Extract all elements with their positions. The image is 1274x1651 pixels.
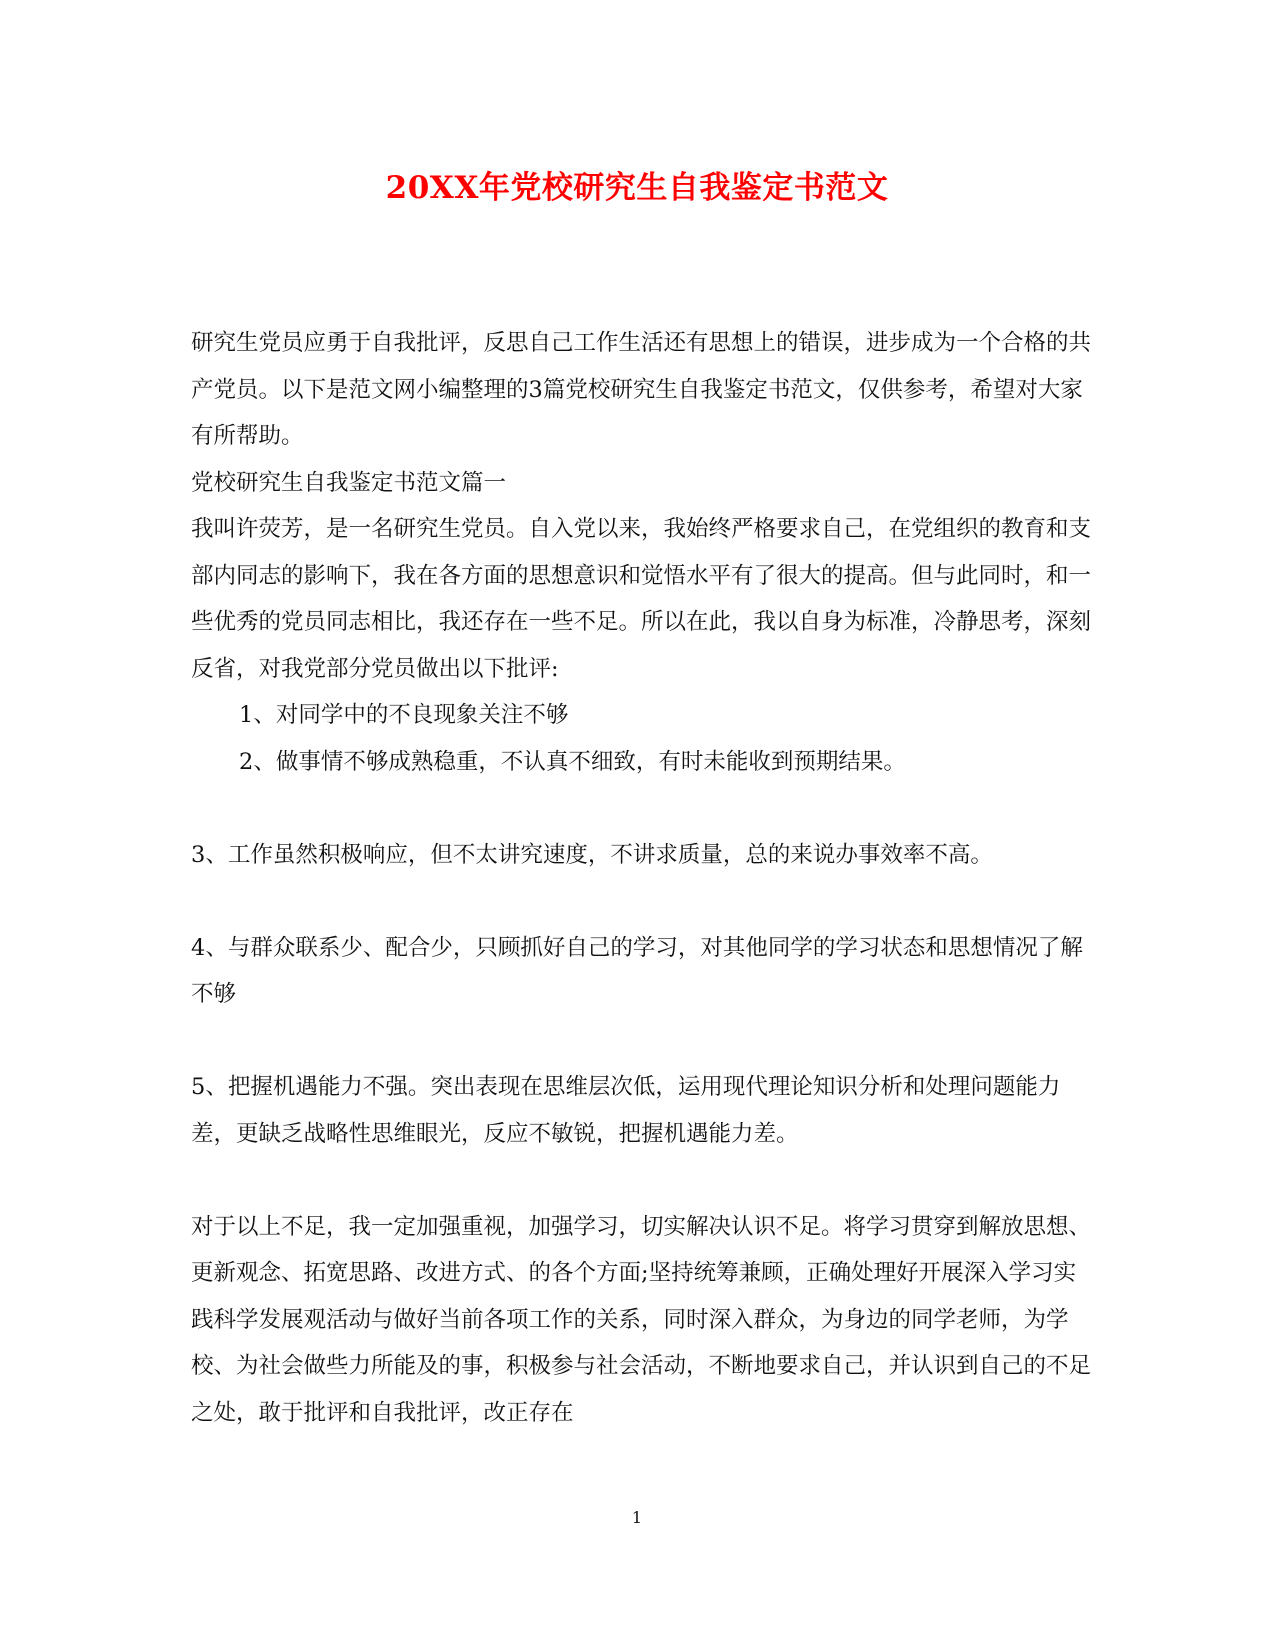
section-heading: 党校研究生自我鉴定书范文篇一 [191, 469, 507, 496]
conclusion-paragraph: 对于以上不足，我一定加强重视，加强学习，切实解决认识不足。将学习贯穿到解放思想、更新观念、拓宽思路、改进方式、的各个方面;坚持统筹兼顾，正确处理好开展深入学习实践科学发展观活动与做好当前各项工作的关系，同时深入群众，为身边的同学老师，为学校、为社会做些力所能及的事，积极参与社会活动，不断地要求自己，并认识到自己的不足之处，敢于批评和自我批评，改正存在 [191, 1213, 1092, 1426]
list-item-2: 2、做事情不够成熟稳重，不认真不细致，有时未能收到预期结果。 [239, 748, 906, 775]
list-item-1: 1、对同学中的不良现象关注不够 [239, 702, 569, 728]
page-number: 1 [631, 1508, 643, 1527]
list-item-4: 4、与群众联系少、配合少，只顾抓好自己的学习，对其他同学的学习状态和思想情况了解不够 [191, 934, 1083, 1007]
document-title: 20XX年党校研究生自我鉴定书范文 [385, 170, 889, 206]
intro-paragraph: 研究生党员应勇于自我批评，反思自己工作生活还有思想上的错误，进步成为一个合格的共产党员。以下是范文网小编整理的3篇党校研究生自我鉴定书范文，仅供参考，希望对大家有所帮助。 [191, 330, 1092, 449]
list-item-5: 5、把握机遇能力不强。突出表现在思维层次低，运用现代理论知识分析和处理问题能力差，更缺乏战略性思维眼光，反应不敏锐，把握机遇能力差。 [191, 1074, 1061, 1147]
list-item-3: 3、工作虽然积极响应，但不太讲究速度，不讲求质量，总的来说办事效率不高。 [191, 841, 993, 868]
document-body [191, 320, 1091, 1436]
body-paragraph: 我叫许荧芳，是一名研究生党员。自入党以来，我始终严格要求自己，在党组织的教育和支部内同志的影响下，我在各方面的思想意识和觉悟水平有了很大的提高。但与此同时，和一些优秀的党员同志相比，我还存在一些不足。所以在此，我以自身为标准，冷静思考，深刻反省，对我党部分党员做出以下批评: [191, 516, 1092, 682]
